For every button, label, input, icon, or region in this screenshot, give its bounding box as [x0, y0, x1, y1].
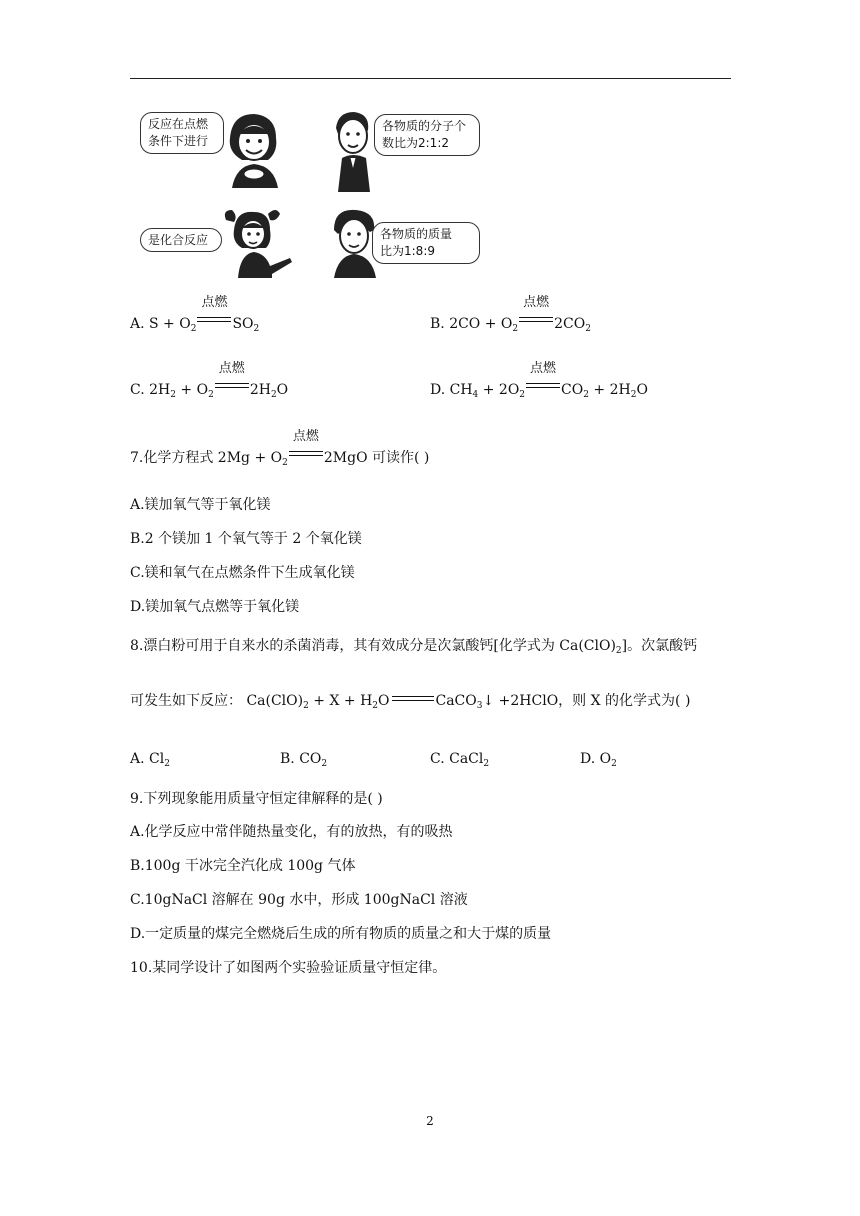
condition-arrow: 点燃 [518, 310, 554, 328]
q9-option-b: B.100g 干冰完全汽化成 100g 气体 [130, 858, 356, 874]
speech-bubble-3: 是化合反应 [140, 228, 222, 252]
q8-option-d: D. $O_2$ [580, 751, 617, 769]
q7-stem: 7.化学方程式 $2Mg + O_2$ 点燃 2MgO 可读作( ) [130, 429, 430, 468]
q7-option-d: D.镁加氧气点燃等于氧化镁 [130, 599, 300, 615]
q9-stem: 9.下列现象能用质量守恒定律解释的是( ) [130, 791, 383, 807]
condition-arrow: 点燃 [525, 376, 561, 394]
boy-1-illustration [218, 108, 288, 188]
q6-option-b: B. $2CO + O_2$ 点燃 $2CO_2$ [430, 295, 591, 334]
q9-option-d: D.一定质量的煤完全燃烧后生成的所有物质的质量之和大于煤的质量 [130, 926, 552, 942]
q6-option-d: D. $CH_4 + 2O_2$ 点燃 $CO_2 + 2H_2O$ [430, 361, 648, 400]
q8-stem-line1: 8.漂白粉可用于自来水的杀菌消毒，其有效成分是次氯酸钙[化学式为 $Ca(ClO)_2$]。次氯酸钙 [130, 638, 698, 656]
speech-bubble-2: 各物质的分子个 数比为2:1:2 [374, 114, 480, 156]
q7-option-a: A.镁加氧气等于氧化镁 [130, 497, 271, 513]
q7-option-b: B.2 个镁加 1 个氧气等于 2 个氧化镁 [130, 531, 362, 547]
speech-bubble-4: 各物质的质量 比为1:8:9 [372, 222, 480, 264]
q9-option-c: C.10gNaCl 溶解在 90g 水中，形成 100gNaCl 溶液 [130, 892, 468, 908]
q6-option-c: C. $2H_2 + O_2$ 点燃 $2H_2O$ [130, 361, 289, 400]
condition-arrow: 点燃 [288, 444, 324, 462]
q6-option-a: A. $S + O_2$ 点燃 $SO_2$ [130, 295, 260, 334]
speech-bubble-1: 反应在点燃 条件下进行 [140, 112, 224, 154]
equals-sign [392, 696, 434, 701]
girl-illustration [220, 206, 300, 278]
q8-option-a: A. $Cl_2$ [130, 751, 170, 769]
q7-option-c: C.镁和氧气在点燃条件下生成氧化镁 [130, 565, 355, 581]
q8-option-b: B. $CO_2$ [280, 751, 328, 769]
q9-option-a: A.化学反应中常伴随热量变化，有的放热，有的吸热 [130, 824, 453, 840]
condition-arrow: 点燃 [214, 376, 250, 394]
q8-stem-line2: 可发生如下反应： $Ca(ClO)_2 + X + H_2O$ CaCO$_3$↓ +2HClO，则 X 的化学式为( ) [130, 693, 691, 711]
man-illustration [326, 108, 378, 192]
header-rule [130, 78, 731, 79]
condition-arrow: 点燃 [196, 310, 232, 328]
page-number: 2 [426, 1114, 434, 1128]
q8-option-c: C. CaCl$_2$ [430, 751, 490, 769]
q10-stem: 10.某同学设计了如图两个实验验证质量守恒定律。 [130, 960, 447, 976]
